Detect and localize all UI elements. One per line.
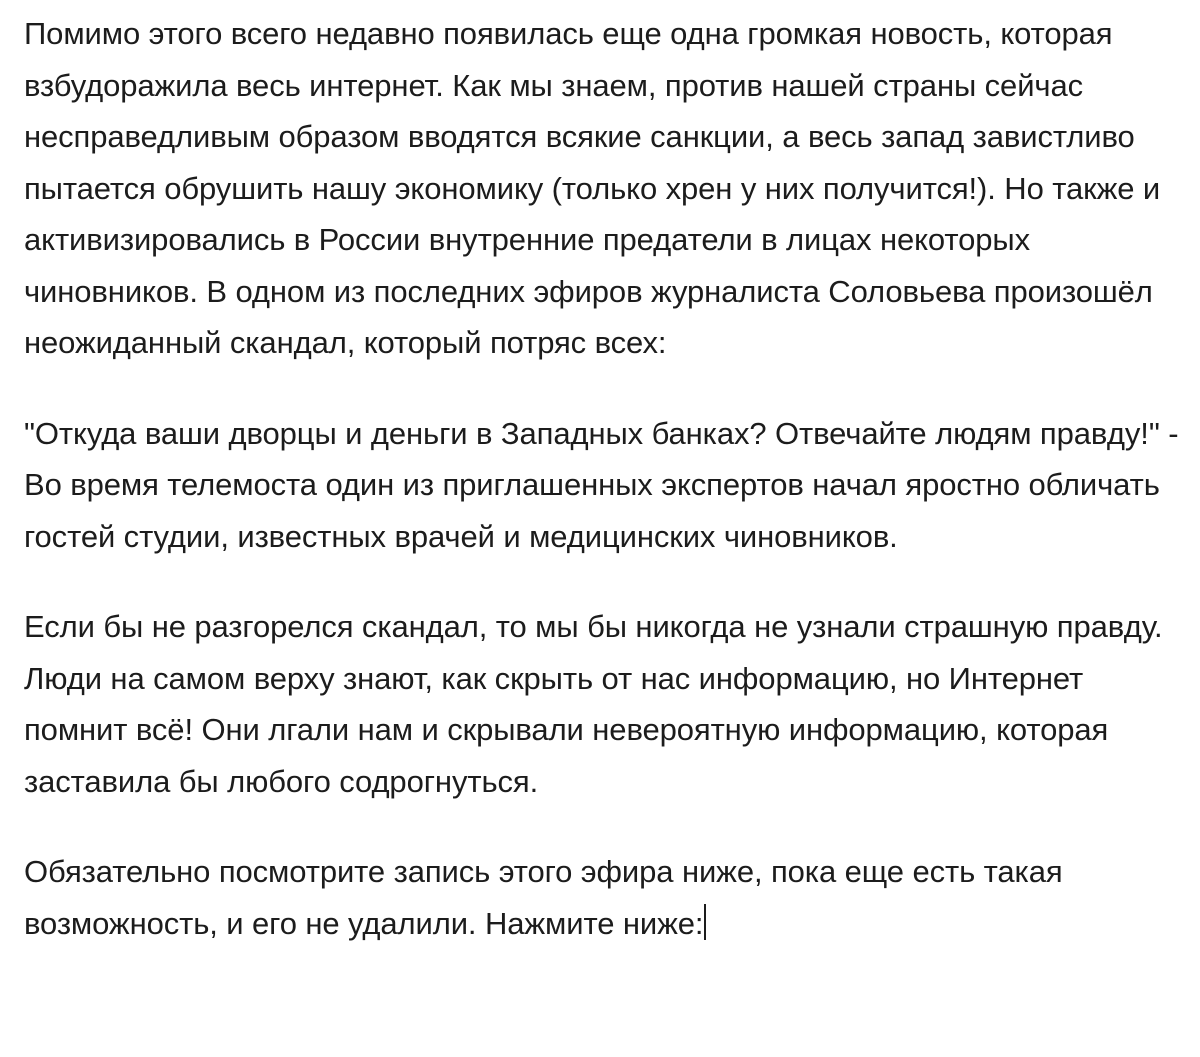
paragraph-scandal: Если бы не разгорелся скандал, то мы бы никогда не узнали страшную правду. Люди на самом верху знают, как скрыть от нас информацию, но Интернет помнит всё! Они лгали нам и скрывали невероятную информацию, которая заставила бы любого содрогнуться.: [24, 609, 1163, 799]
call-to-action-text: Обязательно посмотрите запись этого эфира ниже, пока еще есть такая возможность, и его не удалили. Нажмите ниже:: [24, 854, 1063, 941]
article-body: [24, 8, 1192, 949]
text-cursor: [704, 904, 706, 940]
paragraph-intro: Помимо этого всего недавно появилась еще одна громкая новость, которая взбудоражила весь интернет. Как мы знаем, против нашей страны сейчас несправедливым образом вводятся всякие санкции, а весь запад завистливо пытается обрушить нашу экономику (только хрен у них получится!). Но также и активизировались в России внутренние предатели в лицах некоторых чиновников. В одном из последних эфиров журналиста Соловьева произошёл неожиданный скандал, который потряс всех:: [24, 16, 1161, 360]
paragraph-quote: "Откуда ваши дворцы и деньги в Западных банках? Отвечайте людям правду!" - Во время телемоста один из приглашенных экспертов начал яростно обличать гостей студии, известных врачей и медицинских чиновников.: [24, 415, 1179, 554]
paragraph-call-to-action: [24, 846, 1192, 949]
